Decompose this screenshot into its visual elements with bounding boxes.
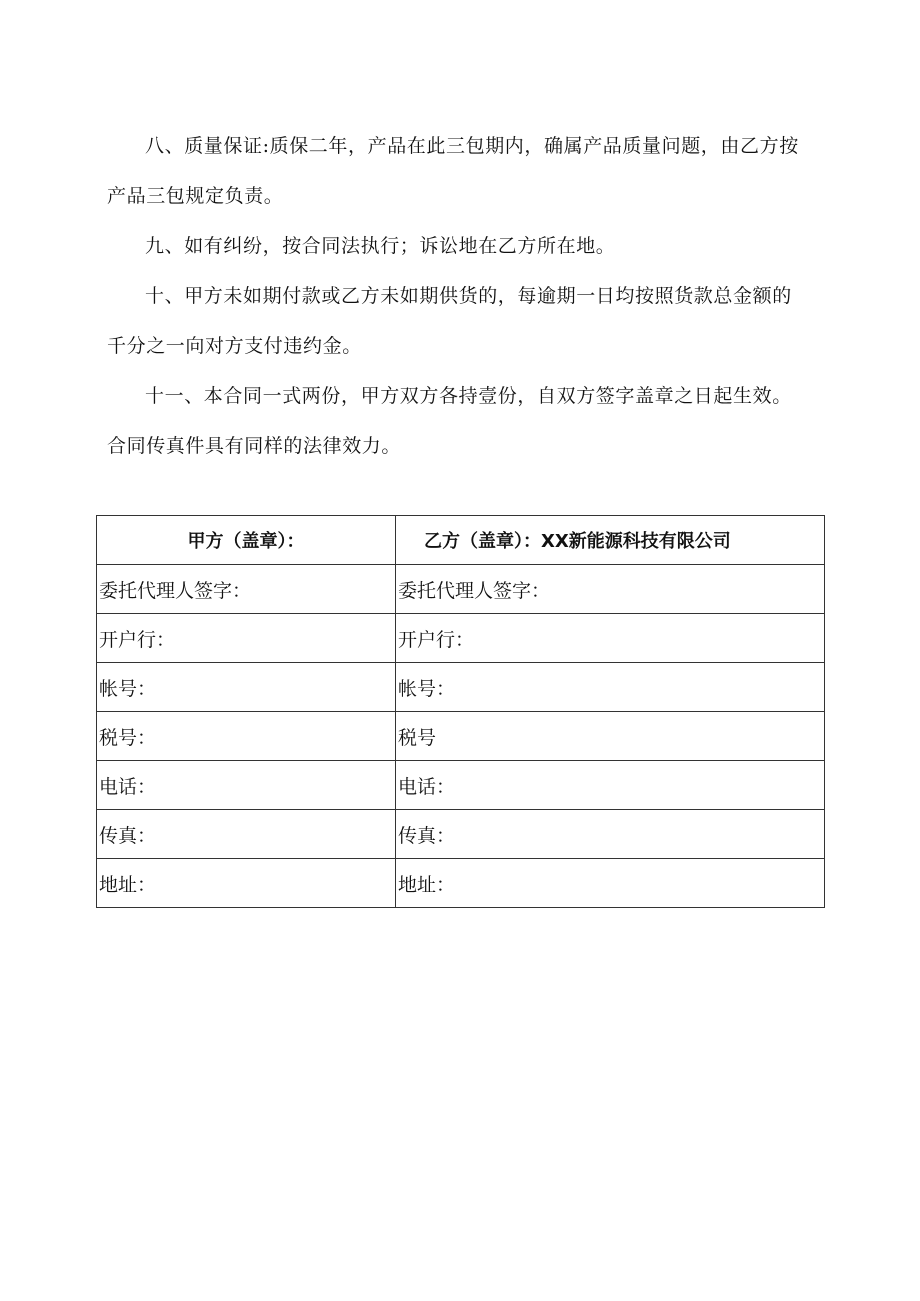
party-b-header: 乙方（盖章）：XX新能源科技有限公司 [396,516,825,565]
table-row [97,614,825,663]
party-b-bank[interactable]: 开户行： [396,614,825,663]
party-a-phone[interactable]: 电话： [97,761,396,810]
table-row [97,810,825,859]
party-b-agent-signature[interactable]: 委托代理人签字： [396,565,825,614]
party-b-phone[interactable]: 电话： [396,761,825,810]
party-b-account[interactable]: 帐号： [396,663,825,712]
signature-table-header [97,516,825,565]
party-b-tax-id[interactable]: 税号 [396,712,825,761]
clause-8-quality-guarantee [107,121,827,221]
clause-10-line-2: 千分之一向对方支付违约金。 [107,335,362,357]
party-a-bank[interactable]: 开户行： [97,614,396,663]
party-a-address[interactable]: 地址： [97,859,396,908]
table-row [97,859,825,908]
clause-10-line-1: 十、甲方未如期付款或乙方未如期供货的，每逾期一日均按照货款总金额的 [145,285,792,307]
party-b-address[interactable]: 地址： [396,859,825,908]
table-row [97,712,825,761]
clause-9-line-1: 九、如有纠纷，按合同法执行；诉讼地在乙方所在地。 [145,235,616,257]
clause-11-effectiveness [107,371,827,471]
clause-11-line-1: 十一、本合同一式两份，甲方双方各持壹份，自双方签字盖章之日起生效。 [145,385,792,407]
party-a-tax-id[interactable]: 税号： [97,712,396,761]
party-a-fax[interactable]: 传真： [97,810,396,859]
clause-11-line-2: 合同传真件具有同样的法律效力。 [107,435,402,457]
table-row [97,761,825,810]
party-a-header: 甲方（盖章）： [97,516,396,565]
table-row [97,663,825,712]
clause-8-line-1: 八、质量保证:质保二年，产品在此三包期内，确属产品质量问题，由乙方按 [145,135,799,157]
clause-10-penalty [107,271,827,371]
signature-table [96,515,825,908]
table-row [97,565,825,614]
clause-9-disputes [107,221,827,271]
party-a-agent-signature[interactable]: 委托代理人签字： [97,565,396,614]
clause-8-line-2: 产品三包规定负责。 [107,185,284,207]
party-b-fax[interactable]: 传真： [396,810,825,859]
party-a-account[interactable]: 帐号： [97,663,396,712]
